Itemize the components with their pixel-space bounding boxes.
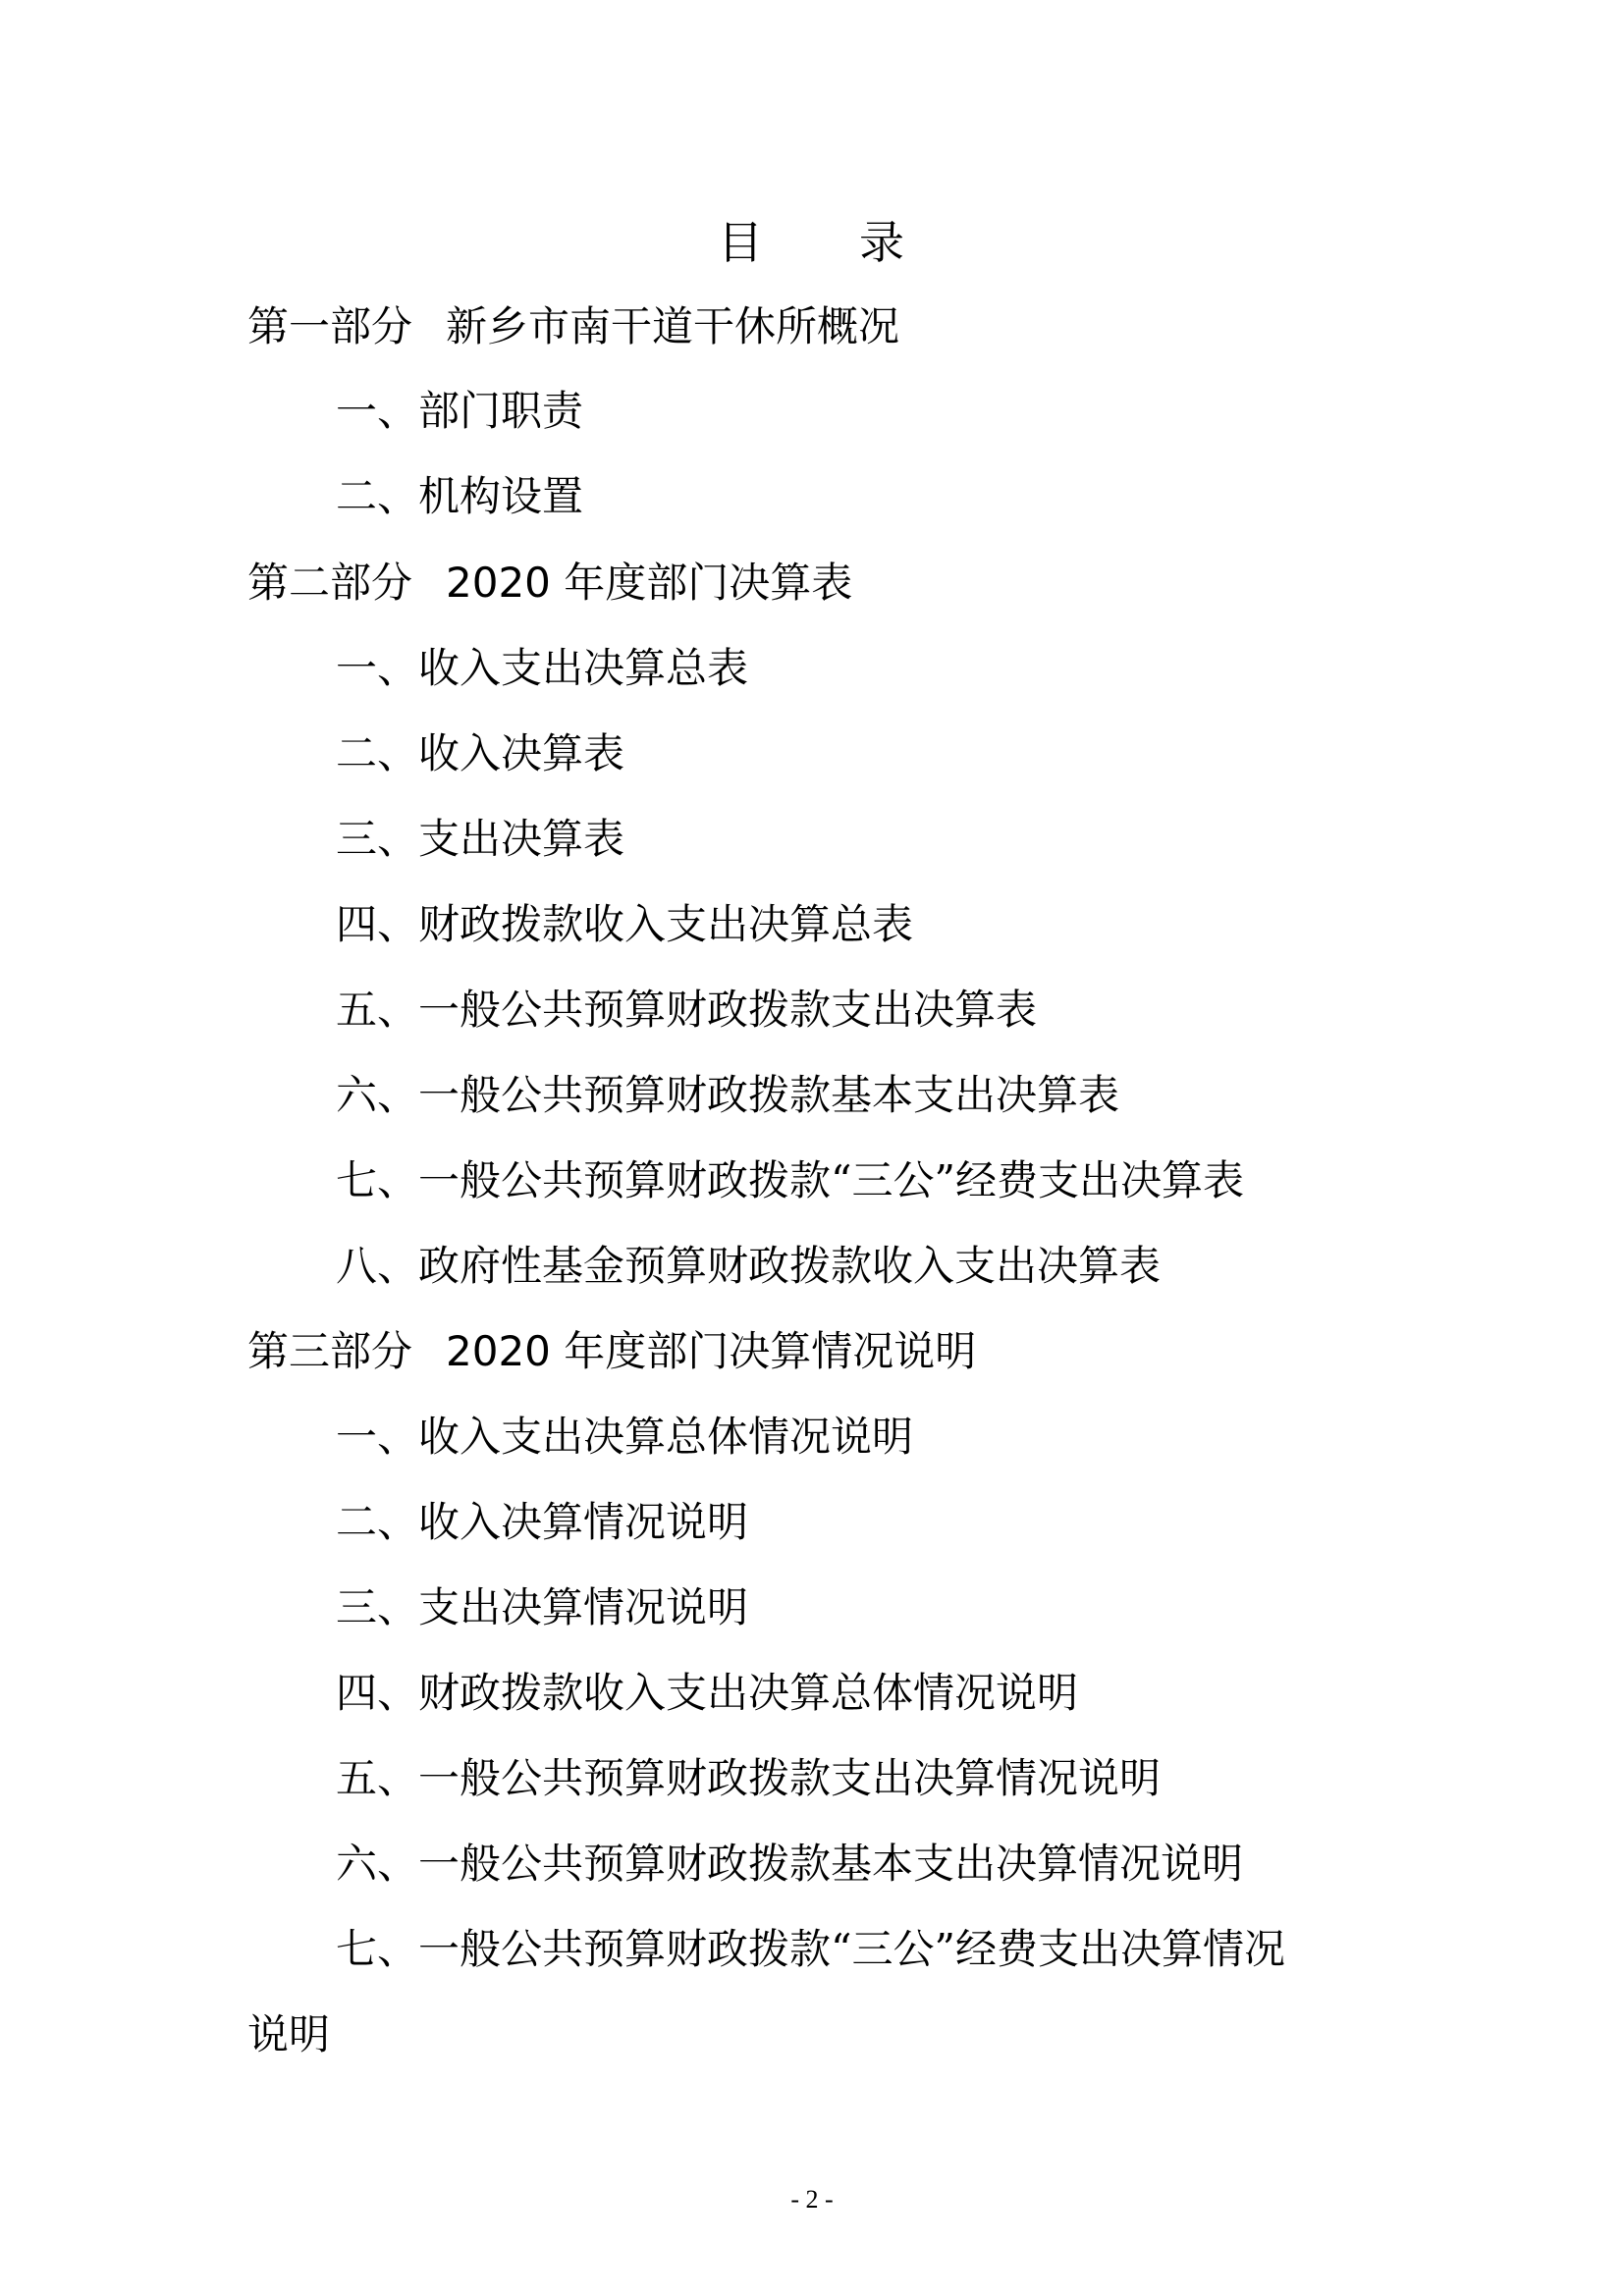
toc-part-label: 第二部分 xyxy=(247,559,413,607)
toc-part-title: 新乡市南干道干休所概况 xyxy=(446,302,900,350)
toc-item: 六、一般公共预算财政拨款基本支出决算情况说明 xyxy=(336,1840,1244,1888)
toc-part-label: 第三部分 xyxy=(247,1327,413,1375)
toc-part-title: 2020 年度部门决算表 xyxy=(446,559,853,607)
toc-item: 三、支出决算表 xyxy=(336,815,625,863)
toc-part-1 xyxy=(247,297,899,356)
toc-item: 四、财政拨款收入支出决算总表 xyxy=(336,900,914,948)
page-number: - 2 - xyxy=(790,2185,834,2214)
toc-part-label: 第一部分 xyxy=(247,302,413,350)
toc-item: 四、财政拨款收入支出决算总体情况说明 xyxy=(336,1669,1079,1717)
toc-item: 一、部门职责 xyxy=(336,387,584,435)
toc-part-3 xyxy=(247,1322,976,1381)
toc-item: 七、一般公共预算财政拨款“三公”经费支出决算情况 xyxy=(336,1925,1285,1973)
toc-title-char-2: 录 xyxy=(859,216,906,269)
toc-item: 二、机构设置 xyxy=(336,472,584,520)
toc-item: 二、收入决算表 xyxy=(336,729,625,777)
toc-item: 三、支出决算情况说明 xyxy=(336,1583,749,1631)
toc-item: 一、收入支出决算总表 xyxy=(336,644,749,692)
toc-item: 五、一般公共预算财政拨款支出决算情况说明 xyxy=(336,1754,1162,1802)
toc-part-title: 2020 年度部门决算情况说明 xyxy=(446,1327,977,1375)
toc-item: 八、政府性基金预算财政拨款收入支出决算表 xyxy=(336,1242,1162,1290)
toc-item: 一、收入支出决算总体情况说明 xyxy=(336,1413,914,1461)
toc-item-continuation: 说明 xyxy=(247,2010,331,2058)
toc-item: 五、一般公共预算财政拨款支出决算表 xyxy=(336,986,1038,1034)
toc-item: 二、收入决算情况说明 xyxy=(336,1498,749,1546)
toc-title-char-1: 目 xyxy=(718,216,765,269)
toc-part-2 xyxy=(247,554,852,613)
toc-item: 六、一般公共预算财政拨款基本支出决算表 xyxy=(336,1071,1120,1119)
toc-item: 七、一般公共预算财政拨款“三公”经费支出决算表 xyxy=(336,1156,1244,1204)
toc-title xyxy=(0,208,1624,277)
